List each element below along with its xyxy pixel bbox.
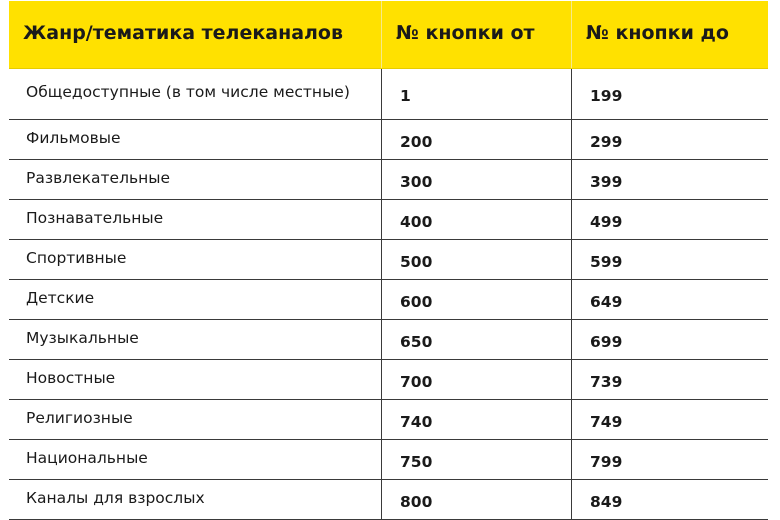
button-to-cell: 649 xyxy=(571,280,768,319)
table-row xyxy=(9,200,768,240)
button-to-cell: 499 xyxy=(571,200,768,239)
table-row xyxy=(9,480,768,520)
button-to-cell: 749 xyxy=(571,400,768,439)
header-button-to: № кнопки до xyxy=(571,1,768,68)
genre-cell: Каналы для взрослых xyxy=(26,488,205,507)
button-from-cell: 700 xyxy=(381,360,571,399)
button-to-cell: 399 xyxy=(571,160,768,199)
button-from-cell: 1 xyxy=(381,69,571,119)
table-row xyxy=(9,360,768,400)
genre-cell: Религиозные xyxy=(26,408,133,427)
button-from-cell: 400 xyxy=(381,200,571,239)
genre-cell: Развлекательные xyxy=(26,168,171,187)
button-to-cell: 799 xyxy=(571,440,768,479)
button-from-cell: 750 xyxy=(381,440,571,479)
table-row xyxy=(9,320,768,360)
genre-cell: Спортивные xyxy=(26,248,127,267)
button-from-cell: 200 xyxy=(381,120,571,159)
genre-cell: Фильмовые xyxy=(26,128,121,147)
genre-cell: Национальные xyxy=(26,448,148,467)
table-row xyxy=(9,120,768,160)
button-from-cell: 600 xyxy=(381,280,571,319)
header-genre: Жанр/тематика телеканалов xyxy=(23,21,344,44)
button-to-cell: 739 xyxy=(571,360,768,399)
button-to-cell: 849 xyxy=(571,480,768,519)
genre-cell: Общедоступные (в том числе местные) xyxy=(26,83,350,101)
button-from-cell: 740 xyxy=(381,400,571,439)
table-row xyxy=(9,400,768,440)
table-row xyxy=(9,440,768,480)
genre-cell: Музыкальные xyxy=(26,328,139,347)
button-to-cell: 599 xyxy=(571,240,768,279)
button-from-cell: 800 xyxy=(381,480,571,519)
table-row xyxy=(9,160,768,200)
table-header xyxy=(9,1,768,69)
header-button-from: № кнопки от xyxy=(381,1,571,68)
genre-cell: Детские xyxy=(26,288,95,307)
table-row xyxy=(9,69,768,120)
button-from-cell: 500 xyxy=(381,240,571,279)
genre-cell: Новостные xyxy=(26,368,116,387)
table-row xyxy=(9,280,768,320)
genre-cell: Познавательные xyxy=(26,208,164,227)
table-row xyxy=(9,240,768,280)
button-to-cell: 199 xyxy=(571,69,768,119)
channel-genre-table xyxy=(9,1,768,520)
button-to-cell: 699 xyxy=(571,320,768,359)
button-to-cell: 299 xyxy=(571,120,768,159)
button-from-cell: 300 xyxy=(381,160,571,199)
button-from-cell: 650 xyxy=(381,320,571,359)
